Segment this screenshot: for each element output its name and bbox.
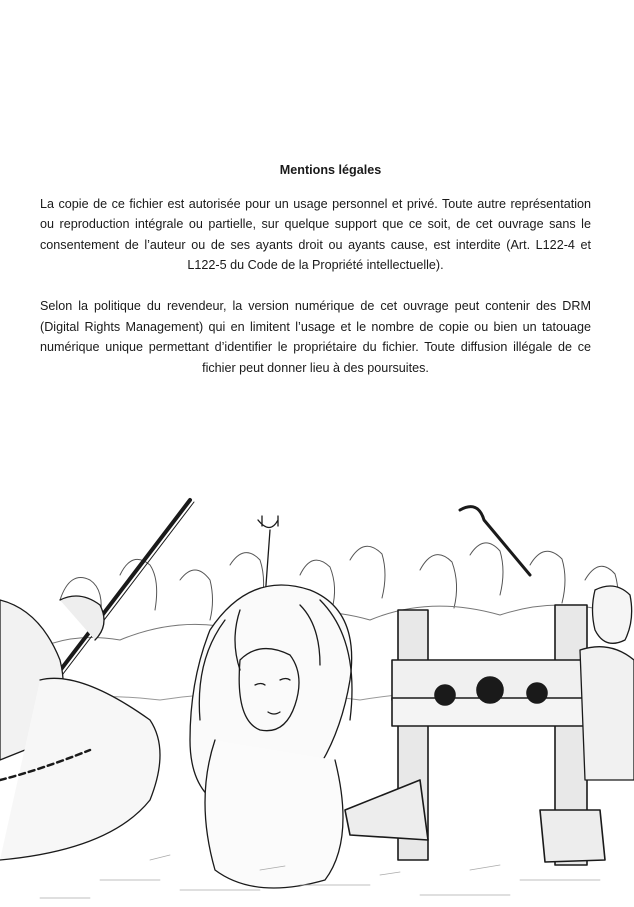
legal-notice [40, 160, 591, 398]
pillory-sketch [345, 605, 605, 865]
woman-figure-sketch [190, 585, 352, 888]
legal-heading: Mentions légales [279, 163, 382, 177]
guard-figure-sketch [0, 596, 160, 860]
legal-paragraph-copyright: La copie de ce fichier est autorisée pour un usage personnel et privé. Toute autre représentation ou reproduction intégrale ou partielle, sur quelque support que ce soit, de cet ouvrage sans le consentement de l’auteur ou de ses ayants droit ou ayants cause, est interdite (Art. L122-4 et L122-5 du Code de la Propriété intellectuelle). [40, 196, 591, 273]
legal-paragraph-drm: Selon la politique du revendeur, la version numérique de cet ouvrage peut contenir des DRM (Digital Rights Management) qui en limitent l’usage et le nombre de copie ou bien un tatouage numérique unique permettant d’identifier le propriétaire du fichier. Toute diffusion illégale de ce fichier peut donner lieu à des poursuites. [40, 298, 591, 375]
club-sketch [460, 507, 530, 575]
comic-illustration [0, 480, 634, 907]
man-figure-sketch [580, 586, 634, 780]
